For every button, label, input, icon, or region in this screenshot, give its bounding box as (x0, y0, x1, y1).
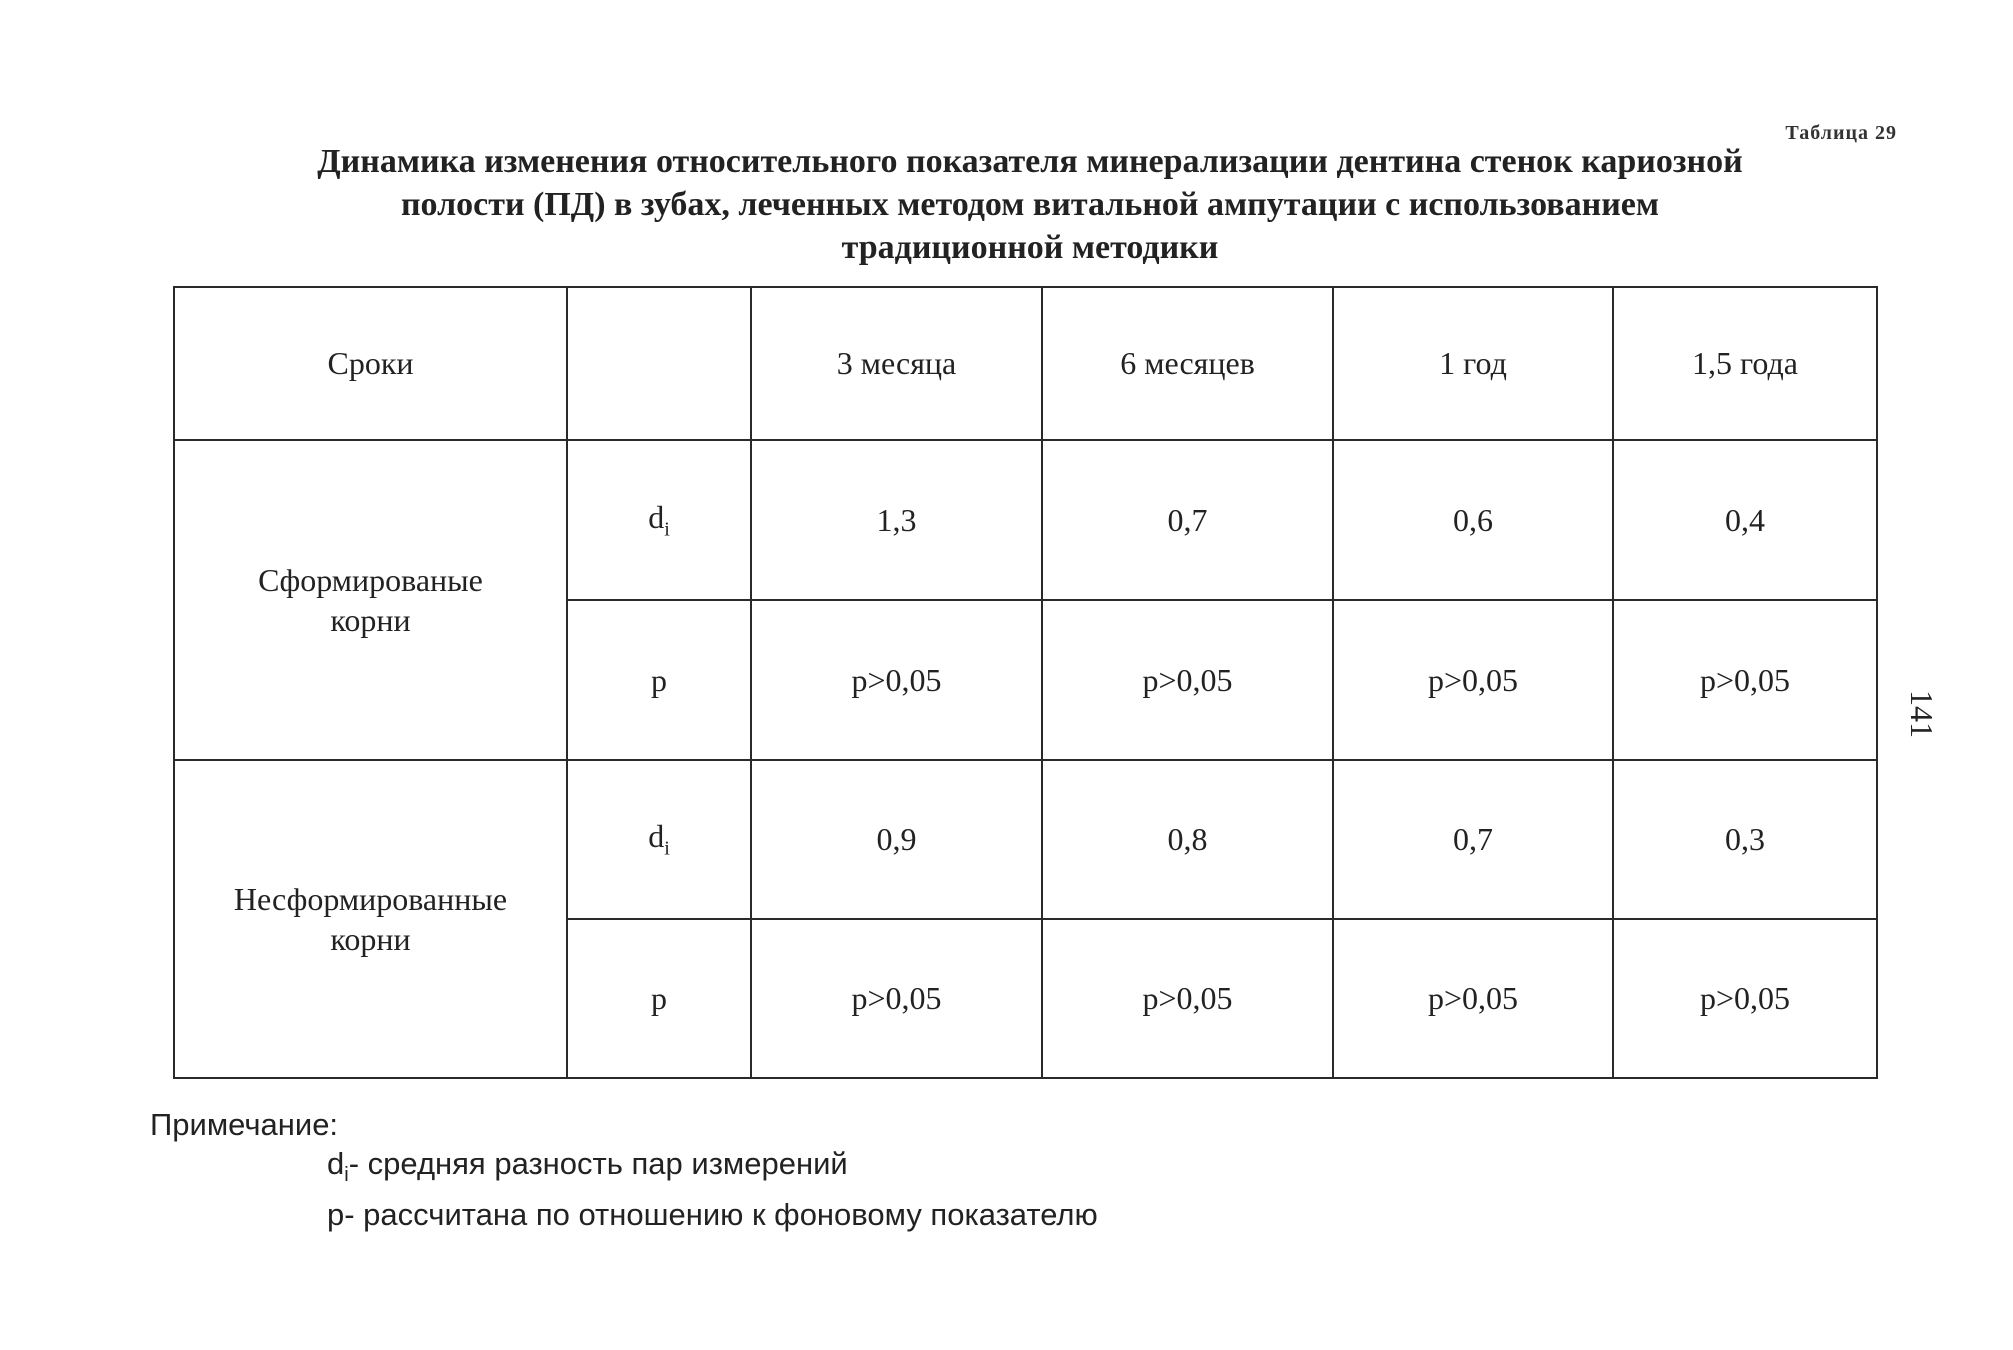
value-cell: 0,8 (1042, 760, 1333, 919)
header-row (174, 287, 1877, 440)
table-row (174, 760, 1877, 919)
value-cell: p>0,05 (751, 919, 1042, 1078)
group-label-line: корни (330, 921, 411, 957)
header-cell-1-5-years: 1,5 года (1613, 287, 1877, 440)
header-cell-indicator (567, 287, 751, 440)
value-cell: 1,3 (751, 440, 1042, 600)
value-cell: 0,4 (1613, 440, 1877, 600)
value-cell: p>0,05 (1042, 600, 1333, 760)
header-cell-6-months: 6 месяцев (1042, 287, 1333, 440)
header-cell-3-months: 3 месяца (751, 287, 1042, 440)
value-cell: p>0,05 (1042, 919, 1333, 1078)
table-title (150, 140, 1910, 269)
table-number: Таблица 29 (1785, 122, 1897, 144)
value-cell: 0,9 (751, 760, 1042, 919)
group-label-line: корни (330, 602, 411, 638)
value-cell: p>0,05 (1613, 600, 1877, 760)
note-heading: Примечание: (150, 1107, 339, 1142)
indicator-di: $d_i$ (567, 760, 751, 919)
indicator-p: р (567, 919, 751, 1078)
indicator-p: р (567, 600, 751, 760)
group-label-unformed-roots (174, 760, 567, 1078)
table-note (150, 1105, 1098, 1234)
table-row (174, 440, 1877, 600)
title-line-2: полости (ПД) в зубах, леченных методом витальной ампутации с использованием (400, 186, 1660, 223)
note-line-di: $d_i-$ средняя разность пар измерений (327, 1146, 848, 1187)
value-cell: 0,3 (1613, 760, 1877, 919)
indicator-di: $d_i$ (567, 440, 751, 600)
title-line-3: традиционной методики (841, 229, 1219, 266)
group-label-line: Несформированные (233, 881, 508, 917)
page-number: 141 (1904, 690, 1940, 738)
note-line-p: р- рассчитана по отношению к фоновому показателю (327, 1197, 1098, 1233)
value-cell: p>0,05 (1333, 919, 1613, 1078)
value-cell: 0,6 (1333, 440, 1613, 600)
group-label-line: Сформированые (258, 562, 483, 598)
value-cell: 0,7 (1333, 760, 1613, 919)
group-label-formed-roots (174, 440, 567, 760)
header-cell-terms: Сроки (174, 287, 567, 440)
value-cell: 0,7 (1042, 440, 1333, 600)
value-cell: p>0,05 (1613, 919, 1877, 1078)
value-cell: p>0,05 (751, 600, 1042, 760)
data-table (173, 286, 1878, 1079)
title-line-1: Динамика изменения относительного показателя минерализации дентина стенок кариозной (317, 143, 1743, 180)
value-cell: p>0,05 (1333, 600, 1613, 760)
header-cell-1-year: 1 год (1333, 287, 1613, 440)
